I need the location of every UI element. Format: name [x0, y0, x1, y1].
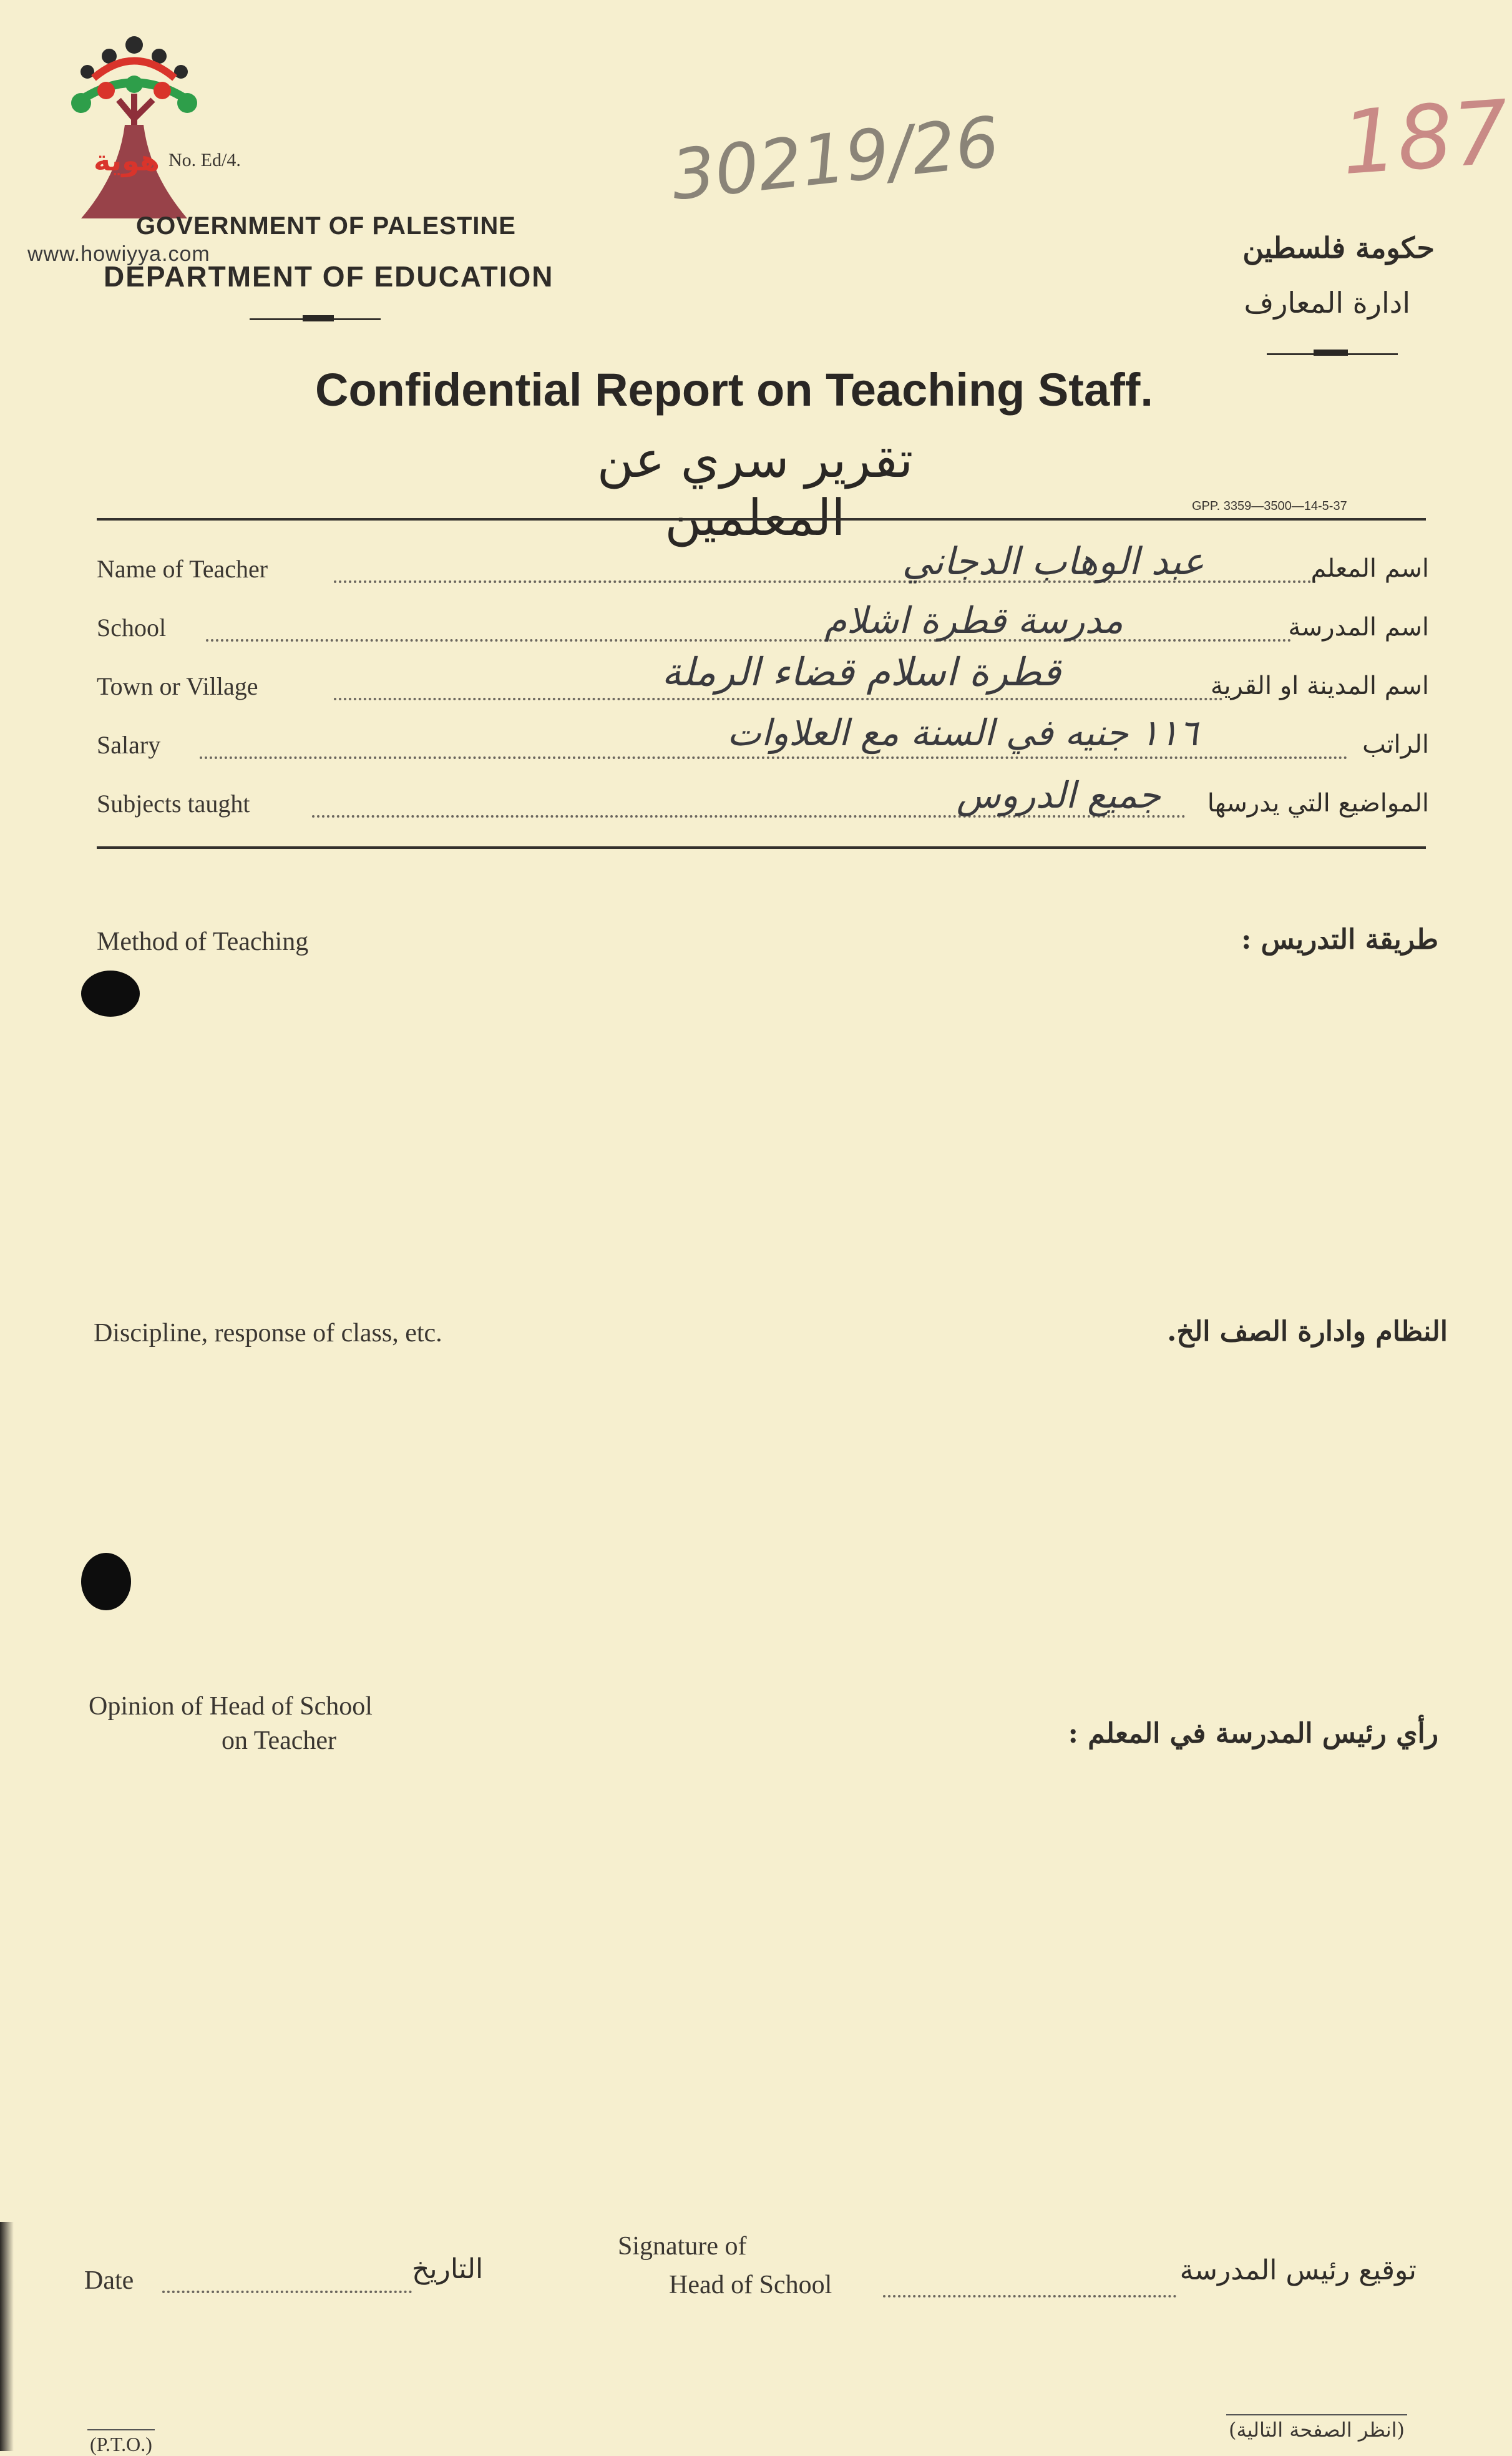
header-dash-right: [1314, 350, 1348, 356]
report-title-ar: تقرير سري عن المعلمين: [597, 431, 914, 547]
signature-label-en-line1: Signature of: [618, 2232, 747, 2261]
opinion-label-ar: رأي رئيس المدرسة في المعلم :: [1068, 1718, 1438, 1749]
field-label-ar: اسم المدينة او القرية: [1210, 672, 1429, 700]
table-bottom-rule: [97, 846, 1426, 849]
field-value-handwritten: مدرسة قطرة اشلام: [824, 599, 1123, 642]
discipline-label-ar: النظام وادارة الصف الخ.: [1167, 1316, 1448, 1348]
field-label-en: Subjects taught: [97, 790, 250, 818]
form-number: No. Ed/4.: [168, 150, 241, 170]
opinion-label-en-line1: Opinion of Head of School: [89, 1692, 373, 1721]
signature-label-ar: توقيع رئيس المدرسة: [1179, 2254, 1417, 2286]
field-label-ar: الراتب: [1362, 730, 1429, 759]
field-value-handwritten: قطرة اسلام قضاء الرملة: [661, 649, 1061, 695]
field-label-en: Name of Teacher: [97, 555, 268, 583]
department-title-en: DEPARTMENT OF EDUCATION: [104, 260, 554, 293]
print-code: GPP. 3359—3500—14-5-37: [1192, 499, 1347, 513]
date-dotted-line: [162, 2291, 412, 2293]
watermark-logo-text: هوية: [94, 144, 160, 177]
signature-dotted-line: [883, 2295, 1176, 2297]
field-label-ar: المواضيع التي يدرسها: [1207, 789, 1429, 818]
field-dotted-line: [334, 698, 1223, 700]
tree-logo-icon: [44, 31, 225, 237]
field-value-handwritten: جميع الدروس: [956, 774, 1161, 816]
table-top-rule: [97, 518, 1426, 521]
department-title-ar: ادارة المعارف: [1244, 286, 1410, 320]
pto-label-en: (P.T.O.): [87, 2429, 155, 2456]
date-label-en: Date: [84, 2266, 134, 2295]
discipline-label-en: Discipline, response of class, etc.: [94, 1319, 442, 1348]
watermark-url: www.howiyya.com: [27, 242, 210, 266]
government-title-en: GOVERNMENT OF PALESTINE: [136, 212, 516, 240]
date-label-ar: التاريخ: [412, 2253, 484, 2285]
method-of-teaching-label-en: Method of Teaching: [97, 927, 309, 956]
field-value-handwritten: عبد الوهاب الدجاني: [902, 540, 1204, 584]
field-label-ar: اسم المعلم: [1310, 554, 1429, 583]
punch-hole-middle: [81, 1553, 131, 1610]
file-reference-annotation: 30219/26: [667, 101, 1003, 216]
field-dotted-line: [200, 756, 1348, 759]
government-title-ar: حكومة فلسطين: [1242, 231, 1435, 265]
opinion-label-en-line2: on Teacher: [222, 1726, 337, 1755]
field-label-en: Town or Village: [97, 672, 258, 700]
report-title-en: Confidential Report on Teaching Staff.: [315, 364, 1153, 416]
field-label-en: Salary: [97, 731, 161, 759]
page-number-annotation: 187: [1338, 81, 1512, 195]
signature-label-en-line2: Head of School: [669, 2271, 832, 2299]
method-of-teaching-label-ar: طريقة التدريس :: [1241, 924, 1438, 956]
field-label-en: School: [97, 614, 167, 642]
field-value-handwritten: ١١٦ جنيه في السنة مع العلاوات: [727, 712, 1198, 754]
punch-hole-top: [81, 971, 140, 1017]
watermark-logo: [44, 31, 225, 237]
page-edge-shadow: [0, 2222, 14, 2451]
header-dash-left: [303, 315, 334, 321]
pto-label-ar: (انظر الصفحة التالية): [1226, 2414, 1407, 2442]
field-label-ar: اسم المدرسة: [1288, 613, 1429, 642]
